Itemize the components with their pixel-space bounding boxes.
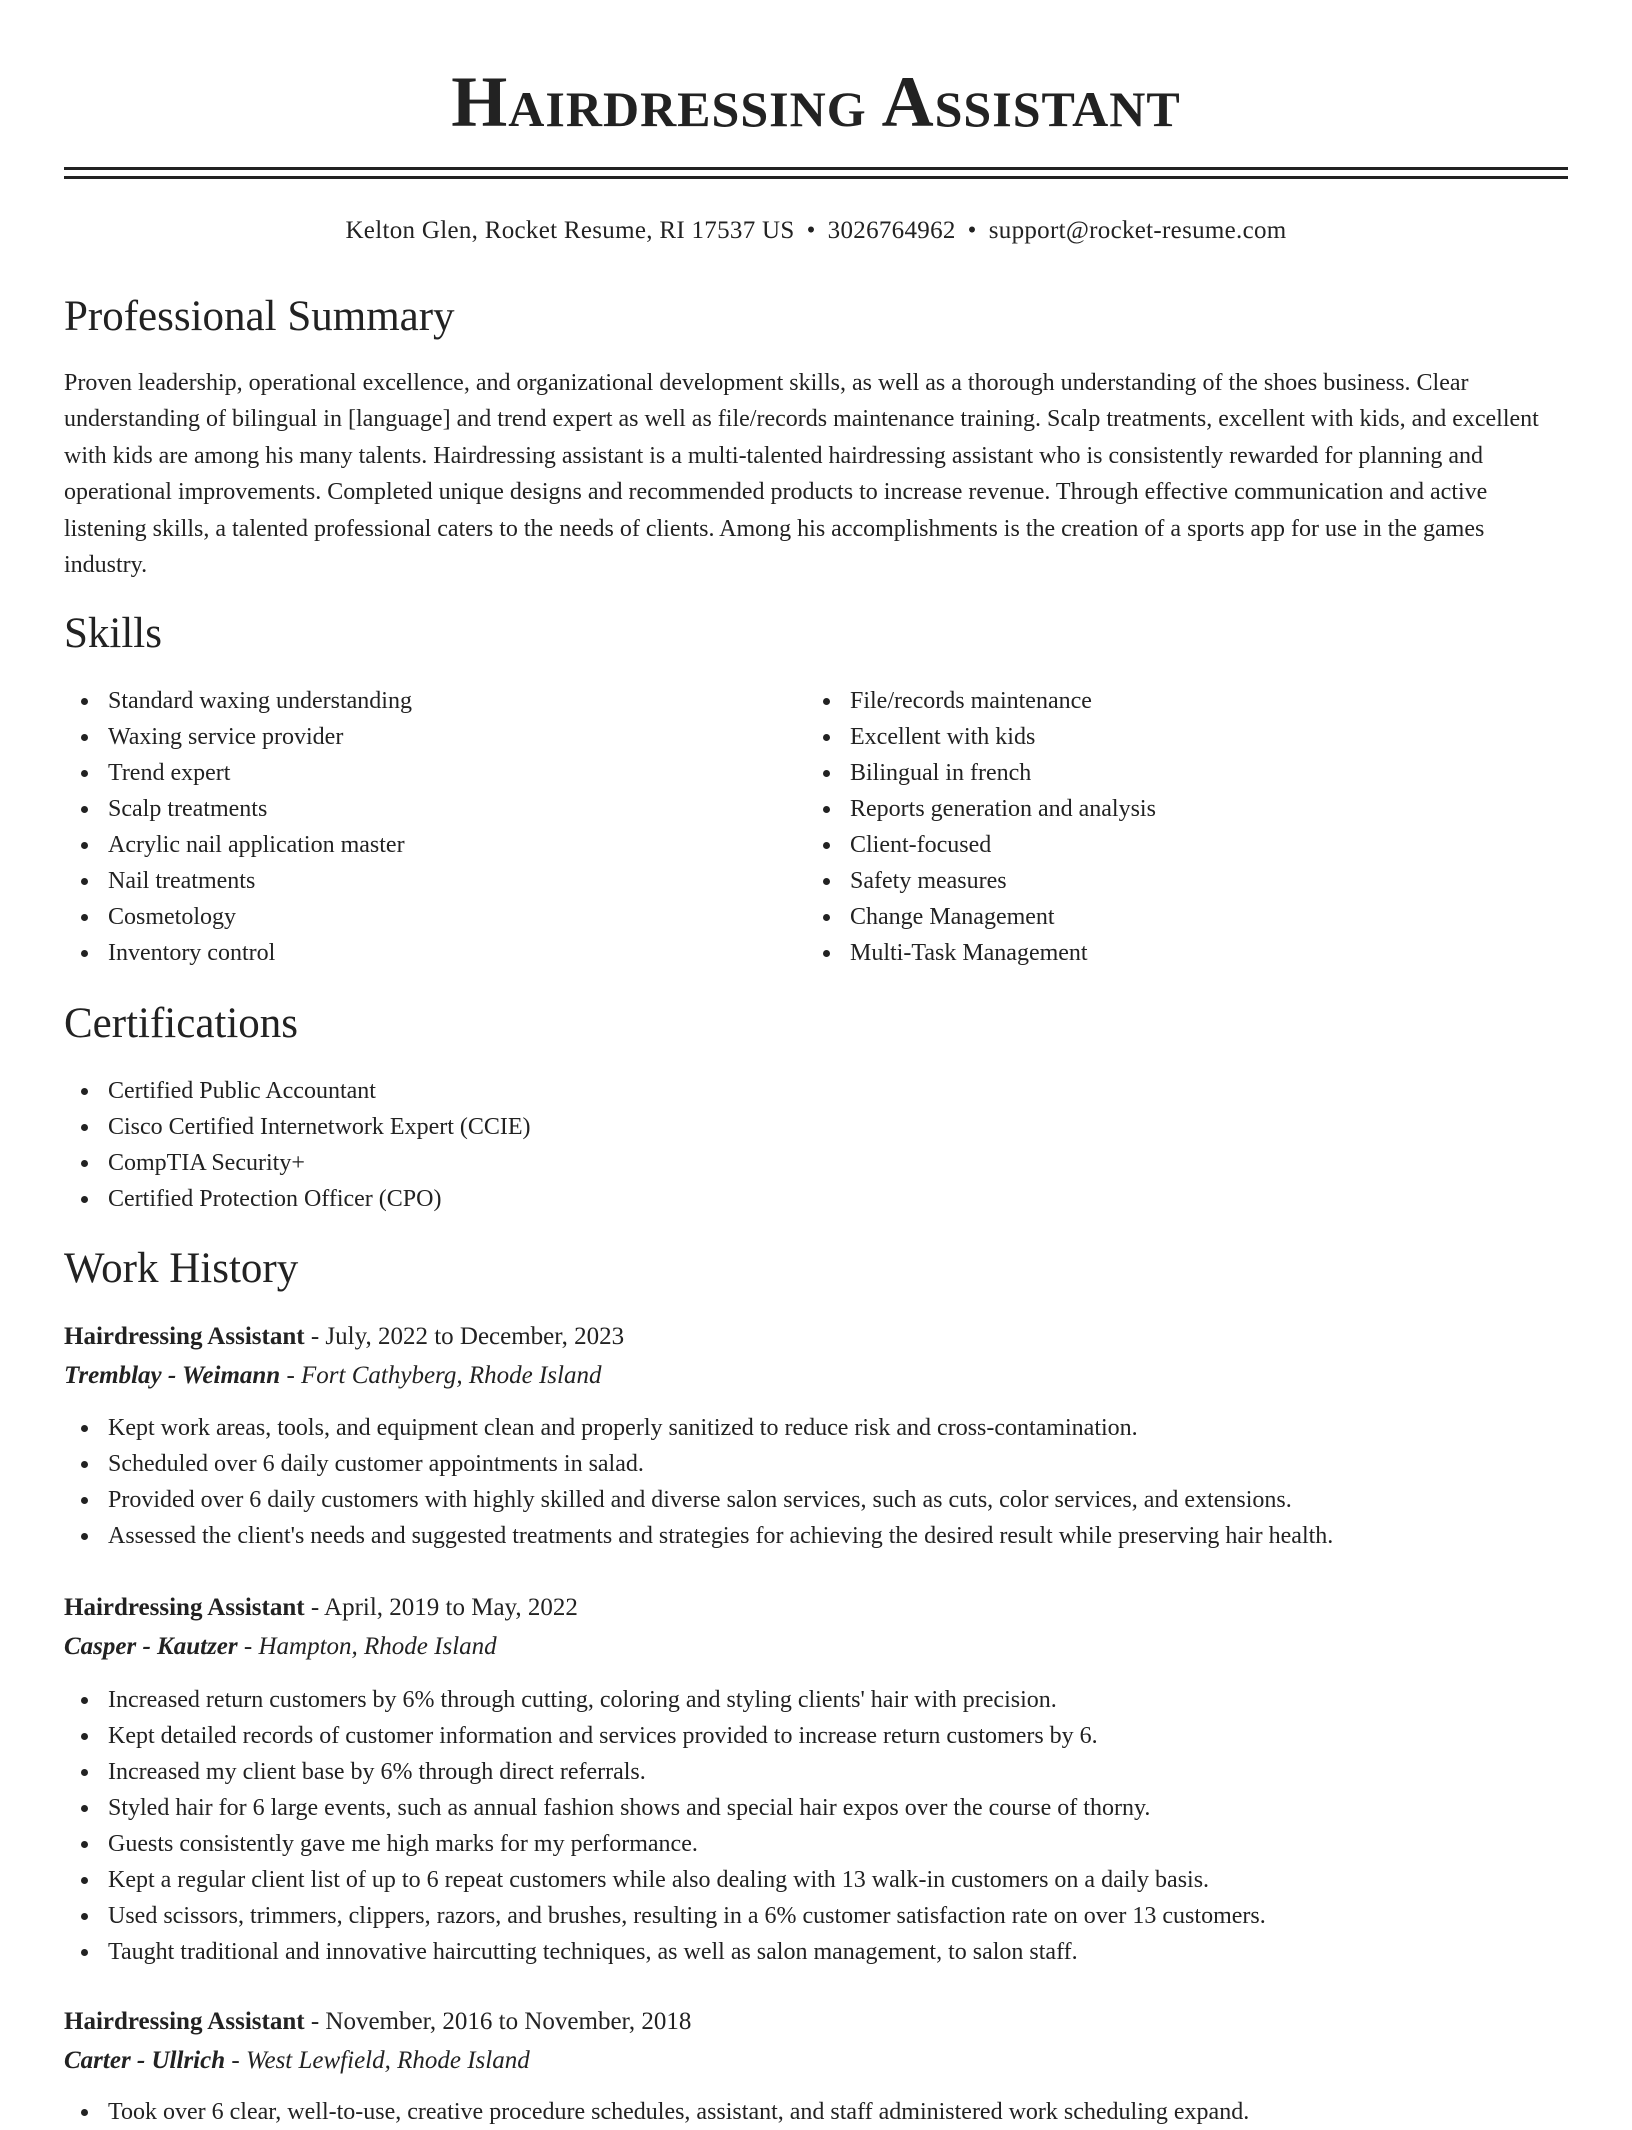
job-bullet: Taught traditional and innovative haircutting techniques, as well as salon management, to salon staff. (108, 1934, 1568, 1970)
header-divider-top (64, 167, 1568, 170)
contact-separator: • (967, 217, 977, 244)
job-bullet: Scheduled over 6 daily customer appointments in salad. (108, 1446, 1568, 1482)
certification-item: Certified Public Accountant (108, 1073, 1568, 1109)
certifications-list (64, 1073, 1568, 1217)
job-location: - Fort Cathyberg, Rhode Island (280, 1362, 602, 1389)
skill-item: Trend expert (108, 755, 808, 791)
job-bullet: Increased return customers by 6% through cutting, coloring and styling clients' hair with precision. (108, 1682, 1568, 1718)
job-bullet: Kept a regular client list of up to 6 repeat customers while also dealing with 13 walk-in customers on a daily basis. (108, 1862, 1568, 1898)
skill-item: Standard waxing understanding (108, 683, 808, 719)
skill-item: Excellent with kids (850, 719, 1550, 755)
job-employer: Carter - Ullrich (64, 2047, 226, 2074)
contact-phone: 3026764962 (827, 217, 956, 244)
job-bullet: Assessed the client's needs and suggested treatments and strategies for achieving the desired result while preserving hair health. (108, 1518, 1568, 1554)
skills-list-right (806, 683, 1550, 971)
job-bullets (64, 1410, 1568, 1554)
certification-item: Cisco Certified Internetwork Expert (CCIE) (108, 1109, 1568, 1145)
job-location: - Hampton, Rhode Island (237, 1633, 497, 1660)
skill-item: Safety measures (850, 863, 1550, 899)
job-bullets (64, 2094, 1568, 2130)
job-bullet: Used scissors, trimmers, clippers, razors, and brushes, resulting in a 6% customer satisfaction rate on over 13 customers. (108, 1898, 1568, 1934)
job-bullet: Guests consistently gave me high marks for my performance. (108, 1826, 1568, 1862)
skills-heading: Skills (64, 610, 162, 657)
skill-item: Inventory control (108, 935, 808, 971)
job-employer: Tremblay - Weimann (64, 1362, 281, 1389)
skill-item: Change Management (850, 899, 1550, 935)
contact-separator: • (806, 217, 816, 244)
job-employer: Casper - Kautzer (64, 1633, 238, 1660)
job-bullets (64, 1682, 1568, 1970)
resume-page (64, 0, 1568, 2125)
work-history-heading: Work History (64, 1245, 299, 1292)
skill-item: File/records maintenance (850, 683, 1550, 719)
skill-item: Reports generation and analysis (850, 791, 1550, 827)
job-bullet: Kept detailed records of customer information and services provided to increase return customers by 6. (108, 1718, 1568, 1754)
job-dates: - April, 2019 to May, 2022 (304, 1594, 578, 1621)
job-bullet: Increased my client base by 6% through direct referrals. (108, 1754, 1568, 1790)
skill-item: Bilingual in french (850, 755, 1550, 791)
job-title-line (64, 1319, 1568, 1355)
skill-item: Nail treatments (108, 863, 808, 899)
job-bullet: Provided over 6 daily customers with highly skilled and diverse salon services, such as cuts, color services, and extensions. (108, 1482, 1568, 1518)
skill-item: Waxing service provider (108, 719, 808, 755)
job-title: Hairdressing Assistant (64, 2008, 305, 2035)
skill-item: Multi-Task Management (850, 935, 1550, 971)
header-divider-bottom (64, 176, 1568, 179)
contact-info (64, 214, 1568, 248)
skill-item: Acrylic nail application master (108, 827, 808, 863)
job-bullet: Kept work areas, tools, and equipment clean and properly sanitized to reduce risk and cross-contamination. (108, 1410, 1568, 1446)
job-dates: - November, 2016 to November, 2018 (304, 2008, 692, 2035)
contact-address: Kelton Glen, Rocket Resume, RI 17537 US (345, 217, 795, 244)
certification-item: CompTIA Security+ (108, 1145, 1568, 1181)
certification-item: Certified Protection Officer (CPO) (108, 1181, 1568, 1217)
summary-text: Proven leadership, operational excellence, and organizational development skills, as well as a thorough understanding of the shoes business. Clear understanding of bilingual in [language] and trend expert as well as file/records maintenance training. Scalp treatments, excellent with kids, and excellent with kids are among his many talents. Hairdressing assistant is a multi-talented hairdressing assistant who is consistently rewarded for planning and operational improvements. Completed unique designs and recommended products to increase revenue. Through effective communication and active listening skills, a talented professional caters to the needs of clients. Among his accomplishments is the creation of a sports app for use in the games industry. (64, 370, 1539, 579)
job-employer-line (64, 1358, 1568, 1394)
job-bullet: Styled hair for 6 large events, such as annual fashion shows and special hair expos over the course of thorny. (108, 1790, 1568, 1826)
job-dates: - July, 2022 to December, 2023 (304, 1323, 625, 1350)
certifications-heading: Certifications (64, 1000, 299, 1047)
job-title-line (64, 1590, 1568, 1626)
summary-heading: Professional Summary (64, 293, 455, 340)
job-employer-line (64, 1629, 1568, 1665)
skill-item: Scalp treatments (108, 791, 808, 827)
job-title: Hairdressing Assistant (64, 1594, 305, 1621)
skill-item: Client-focused (850, 827, 1550, 863)
job-title-line (64, 2004, 1568, 2040)
job-employer-line (64, 2043, 1568, 2079)
skill-item: Cosmetology (108, 899, 808, 935)
candidate-name: Hairdressing Assistant (451, 62, 1181, 142)
job-bullet: Took over 6 clear, well-to-use, creative procedure schedules, assistant, and staff administered work scheduling expand. (108, 2094, 1568, 2130)
contact-email: support@rocket-resume.com (988, 217, 1287, 244)
job-location: - West Lewfield, Rhode Island (225, 2047, 530, 2074)
job-title: Hairdressing Assistant (64, 1323, 305, 1350)
skills-list-left (64, 683, 808, 971)
